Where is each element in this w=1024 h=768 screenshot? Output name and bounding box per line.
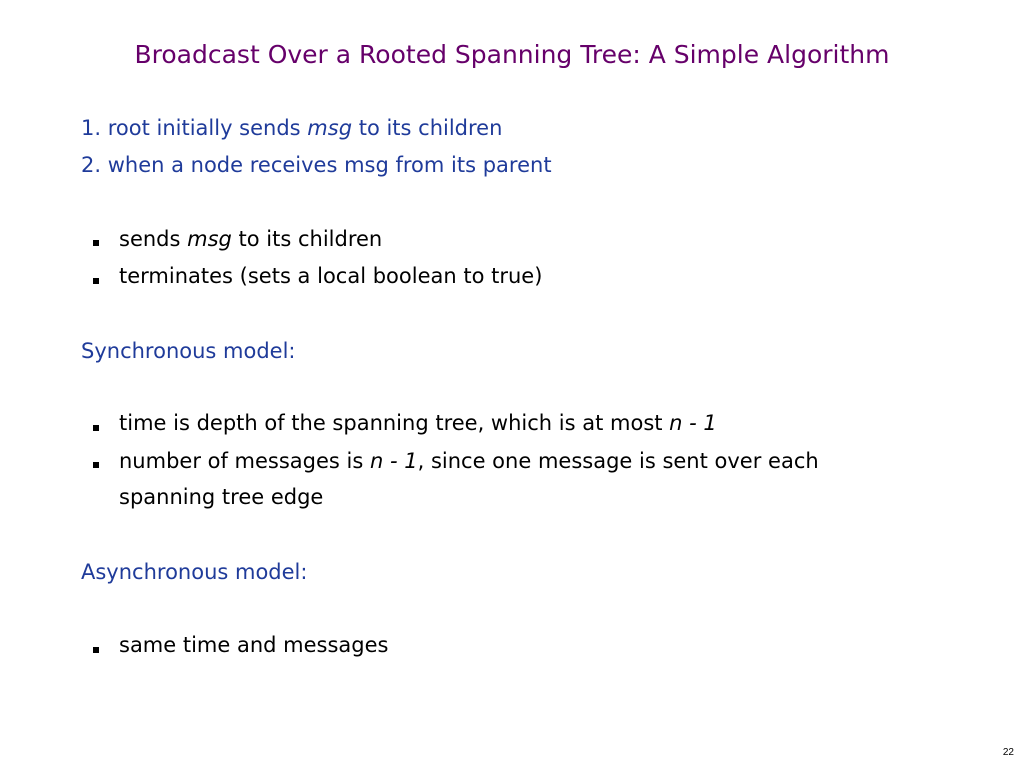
step-1-suffix: to its children bbox=[352, 116, 503, 140]
step-1 bbox=[81, 113, 502, 143]
sync-bullet-1 bbox=[119, 408, 717, 438]
sync-heading-text: Synchronous model: bbox=[81, 339, 296, 363]
step-bullet-1 bbox=[119, 224, 382, 254]
sync-bullet-2 bbox=[119, 446, 819, 476]
sync-bullet-2-prefix: number of messages is bbox=[119, 449, 370, 473]
step-1-prefix: 1. root initially sends bbox=[81, 116, 308, 140]
sync-bullet-2-suffix: , since one message is sent over each bbox=[417, 449, 819, 473]
step-bullet-2-text: terminates (sets a local boolean to true) bbox=[119, 264, 543, 288]
async-bullet-1 bbox=[119, 630, 388, 660]
sync-heading bbox=[81, 336, 296, 366]
async-heading bbox=[81, 557, 307, 587]
sync-bullet-2-emph: n - 1 bbox=[370, 449, 418, 473]
sync-bullet-2-continuation bbox=[119, 482, 323, 512]
step-2 bbox=[81, 150, 552, 180]
sync-bullet-1-prefix: time is depth of the spanning tree, which is at most bbox=[119, 411, 670, 435]
bullet-marker bbox=[93, 240, 99, 246]
step-bullet-1-suffix: to its children bbox=[231, 227, 383, 251]
step-1-emph: msg bbox=[307, 116, 353, 140]
bullet-marker bbox=[93, 647, 99, 653]
bullet-marker bbox=[93, 278, 99, 284]
async-bullet-1-text: same time and messages bbox=[119, 633, 389, 657]
bullet-marker bbox=[93, 462, 99, 468]
bullet-marker bbox=[93, 425, 99, 431]
step-bullet-1-emph: msg bbox=[187, 227, 232, 251]
step-2-text: 2. when a node receives msg from its parent bbox=[81, 153, 552, 177]
page-number: 22 bbox=[1002, 747, 1014, 758]
sync-bullet-2-continuation-text: spanning tree edge bbox=[119, 485, 324, 509]
sync-bullet-1-emph: n - 1 bbox=[669, 411, 717, 435]
step-bullet-2 bbox=[119, 261, 542, 291]
async-heading-text: Asynchronous model: bbox=[81, 560, 308, 584]
slide-title: Broadcast Over a Rooted Spanning Tree: A Simple Algorithm bbox=[134, 40, 890, 69]
step-bullet-1-prefix: sends bbox=[119, 227, 188, 251]
